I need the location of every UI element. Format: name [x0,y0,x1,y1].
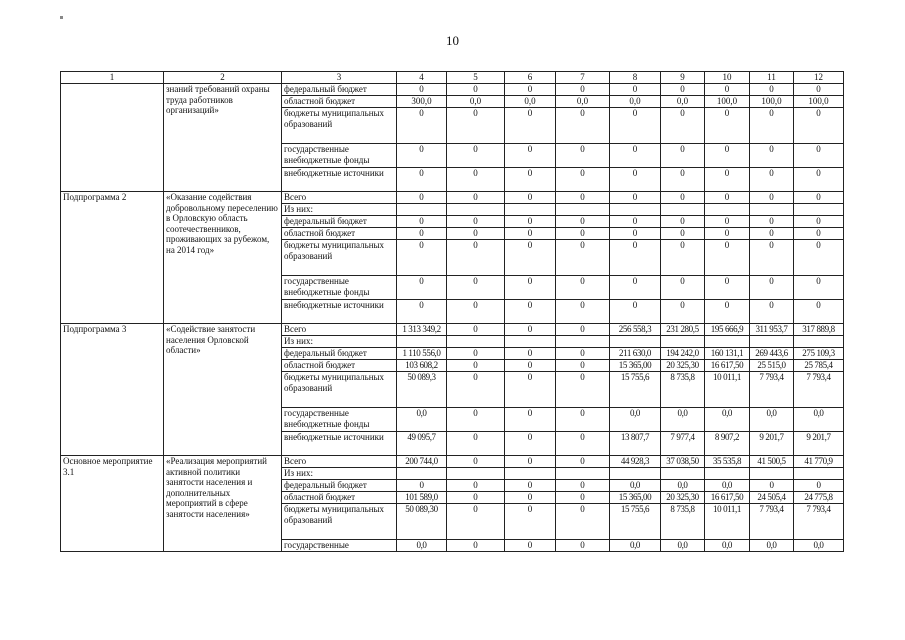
value-cell [661,468,705,480]
value-cell: 0 [447,240,505,276]
budget-table [60,71,844,552]
value-cell: 0,0 [661,96,705,108]
value-cell: 0 [794,168,844,192]
value-cell: 7 793,4 [750,372,794,408]
column-number: 2 [164,72,282,84]
value-cell: 0 [505,456,556,468]
value-cell [750,204,794,216]
funding-source: государственные [282,540,397,552]
value-cell: 0 [750,168,794,192]
value-cell: 0 [556,84,610,96]
column-number: 12 [794,72,844,84]
value-cell: 35 535,8 [705,456,750,468]
program-name: знаний требований охраны труда работников организаций» [164,84,282,192]
program-name: «Реализация мероприятий активной политики занятости населения и дополнительных мероприятий в сфере занятости населения» [164,456,282,552]
table-body [61,72,844,552]
value-cell: 0 [794,300,844,324]
value-cell: 0 [447,300,505,324]
value-cell [794,336,844,348]
value-cell: 0 [794,276,844,300]
value-cell: 0 [661,276,705,300]
funding-source: федеральный бюджет [282,84,397,96]
value-cell: 0 [661,84,705,96]
value-cell: 0 [397,144,447,168]
value-cell: 50 089,3 [397,372,447,408]
value-cell: 1 110 556,0 [397,348,447,360]
value-cell: 7 793,4 [794,372,844,408]
value-cell: 8 735,8 [661,504,705,540]
value-cell: 7 793,4 [750,504,794,540]
value-cell [661,336,705,348]
value-cell: 0 [556,480,610,492]
value-cell: 0 [556,324,610,336]
value-cell: 0 [505,540,556,552]
value-cell: 0 [794,240,844,276]
value-cell: 0 [610,228,661,240]
funding-source: государственные внебюджетные фонды [282,144,397,168]
funding-source: государственные внебюджетные фонды [282,276,397,300]
value-cell: 0 [447,360,505,372]
value-cell: 0 [397,168,447,192]
value-cell: 0,0 [661,540,705,552]
value-cell: 0 [750,108,794,144]
value-cell: 0 [397,228,447,240]
value-cell: 0 [447,408,505,432]
value-cell: 0 [661,228,705,240]
value-cell: 0 [556,168,610,192]
program-label: Основное мероприятие 3.1 [61,456,164,552]
value-cell: 24 775,8 [794,492,844,504]
value-cell: 0 [397,300,447,324]
value-cell: 0 [505,432,556,456]
value-cell: 0 [505,348,556,360]
value-cell [705,468,750,480]
value-cell: 20 325,30 [661,360,705,372]
value-cell: 0 [505,480,556,492]
value-cell: 0 [505,408,556,432]
value-cell: 37 038,50 [661,456,705,468]
value-cell: 16 617,50 [705,360,750,372]
value-cell: 0 [556,540,610,552]
value-cell [610,468,661,480]
funding-source: бюджеты муниципальных образований [282,240,397,276]
value-cell: 0 [397,240,447,276]
program-label: Подпрограмма 2 [61,192,164,324]
value-cell: 0,0 [661,408,705,432]
table-row [61,192,844,204]
value-cell: 0 [505,168,556,192]
program-name: «Оказание содействия добровольному переселению в Орловскую область соотечественников, проживающих за рубежом, на 2014 год» [164,192,282,324]
value-cell: 0 [610,108,661,144]
value-cell [397,336,447,348]
value-cell: 0 [556,228,610,240]
value-cell: 269 443,6 [750,348,794,360]
value-cell: 0 [556,108,610,144]
value-cell: 10 011,1 [705,504,750,540]
value-cell: 0 [556,408,610,432]
value-cell: 0 [447,108,505,144]
value-cell: 0 [556,348,610,360]
value-cell [447,204,505,216]
value-cell [397,468,447,480]
value-cell: 50 089,30 [397,504,447,540]
funding-source: Из них: [282,204,397,216]
value-cell: 0 [505,492,556,504]
value-cell: 0 [610,192,661,204]
funding-source: бюджеты муниципальных образований [282,108,397,144]
value-cell: 1 313 349,2 [397,324,447,336]
value-cell: 0,0 [447,96,505,108]
funding-source: областной бюджет [282,228,397,240]
value-cell: 0,0 [705,480,750,492]
funding-source: Из них: [282,336,397,348]
value-cell: 0 [397,216,447,228]
value-cell: 25 515,0 [750,360,794,372]
value-cell [750,468,794,480]
value-cell: 275 109,3 [794,348,844,360]
value-cell: 10 011,1 [705,372,750,408]
value-cell: 0 [705,300,750,324]
value-cell: 256 558,3 [610,324,661,336]
value-cell: 15 365,00 [610,492,661,504]
value-cell: 0 [556,372,610,408]
value-cell: 317 889,8 [794,324,844,336]
value-cell: 0 [505,504,556,540]
value-cell: 44 928,3 [610,456,661,468]
value-cell: 0 [397,480,447,492]
funding-source: федеральный бюджет [282,480,397,492]
column-number: 8 [610,72,661,84]
value-cell: 16 617,50 [705,492,750,504]
program-label: Подпрограмма 3 [61,324,164,456]
program-label [61,84,164,192]
page-number: 10 [446,33,459,48]
value-cell: 7 793,4 [794,504,844,540]
value-cell: 0 [397,192,447,204]
value-cell [610,204,661,216]
value-cell [397,204,447,216]
value-cell: 0 [505,360,556,372]
value-cell: 0 [750,144,794,168]
program-name: «Содействие занятости населения Орловской области» [164,324,282,456]
value-cell [505,204,556,216]
value-cell: 0 [705,192,750,204]
value-cell: 0 [556,456,610,468]
value-cell: 0,0 [705,540,750,552]
value-cell: 0 [556,360,610,372]
value-cell: 0 [447,168,505,192]
value-cell: 0,0 [794,408,844,432]
value-cell: 0 [610,84,661,96]
value-cell: 0 [661,216,705,228]
value-cell: 0 [705,228,750,240]
value-cell: 0 [447,324,505,336]
value-cell [505,468,556,480]
funding-source: Всего [282,456,397,468]
value-cell [505,336,556,348]
value-cell: 100,0 [794,96,844,108]
value-cell: 0 [610,300,661,324]
value-cell: 0 [794,216,844,228]
value-cell: 0 [705,84,750,96]
value-cell: 0 [794,480,844,492]
funding-source: государственные внебюджетные фонды [282,408,397,432]
value-cell: 0 [505,144,556,168]
column-number: 6 [505,72,556,84]
value-cell [794,468,844,480]
value-cell: 0 [447,372,505,408]
funding-source: областной бюджет [282,492,397,504]
funding-source: Всего [282,324,397,336]
value-cell: 0 [705,108,750,144]
funding-source: Всего [282,192,397,204]
funding-source: областной бюджет [282,360,397,372]
value-cell: 0,0 [397,408,447,432]
value-cell [447,468,505,480]
value-cell [556,204,610,216]
value-cell: 0,0 [610,540,661,552]
header-row [61,72,844,84]
funding-source: внебюджетные источники [282,300,397,324]
value-cell: 0 [794,144,844,168]
column-number: 10 [705,72,750,84]
value-cell: 0 [556,240,610,276]
value-cell: 100,0 [705,96,750,108]
value-cell: 49 095,7 [397,432,447,456]
value-cell: 0 [610,216,661,228]
value-cell: 0 [705,276,750,300]
value-cell: 0,0 [610,408,661,432]
value-cell: 8 735,8 [661,372,705,408]
value-cell: 300,0 [397,96,447,108]
value-cell: 0 [750,84,794,96]
funding-source: бюджеты муниципальных образований [282,504,397,540]
value-cell: 0 [610,276,661,300]
value-cell: 311 953,7 [750,324,794,336]
value-cell: 0 [556,216,610,228]
value-cell: 0 [447,228,505,240]
value-cell: 0 [505,300,556,324]
value-cell: 0 [661,168,705,192]
value-cell: 0,0 [610,480,661,492]
funding-source: Из них: [282,468,397,480]
value-cell [705,204,750,216]
value-cell: 0 [447,456,505,468]
value-cell: 0 [505,216,556,228]
value-cell: 0 [505,84,556,96]
value-cell: 0,0 [750,408,794,432]
scan-speck [60,16,63,19]
value-cell: 41 500,5 [750,456,794,468]
value-cell: 0 [447,348,505,360]
value-cell: 0 [556,432,610,456]
value-cell: 0 [505,108,556,144]
table-row [61,84,844,96]
value-cell [794,204,844,216]
funding-source: внебюджетные источники [282,168,397,192]
value-cell: 41 770,9 [794,456,844,468]
value-cell: 0 [556,192,610,204]
value-cell: 0 [447,144,505,168]
funding-source: бюджеты муниципальных образований [282,372,397,408]
column-number: 11 [750,72,794,84]
value-cell: 0,0 [750,540,794,552]
value-cell: 160 131,1 [705,348,750,360]
value-cell: 231 280,5 [661,324,705,336]
column-number: 4 [397,72,447,84]
value-cell: 0 [794,108,844,144]
value-cell: 0 [397,84,447,96]
value-cell: 0 [447,84,505,96]
value-cell [661,204,705,216]
value-cell: 0 [794,192,844,204]
value-cell: 0 [794,84,844,96]
value-cell: 200 744,0 [397,456,447,468]
value-cell: 0 [661,240,705,276]
value-cell: 0 [794,228,844,240]
value-cell: 0 [505,192,556,204]
value-cell: 0 [447,492,505,504]
value-cell: 0 [447,540,505,552]
value-cell: 0 [505,240,556,276]
value-cell [705,336,750,348]
value-cell: 0 [705,168,750,192]
value-cell: 194 242,0 [661,348,705,360]
value-cell: 0 [447,276,505,300]
value-cell: 0,0 [794,540,844,552]
value-cell: 0 [556,144,610,168]
value-cell: 0 [505,324,556,336]
value-cell: 0 [505,276,556,300]
value-cell: 0 [661,192,705,204]
value-cell: 0 [447,504,505,540]
value-cell [447,336,505,348]
column-number: 9 [661,72,705,84]
value-cell: 0 [447,432,505,456]
value-cell: 0,0 [556,96,610,108]
value-cell: 24 505,4 [750,492,794,504]
value-cell: 0,0 [610,96,661,108]
value-cell: 0 [750,216,794,228]
value-cell: 0 [661,144,705,168]
value-cell: 0 [397,276,447,300]
value-cell: 13 807,7 [610,432,661,456]
value-cell: 0 [447,216,505,228]
value-cell: 0 [556,504,610,540]
value-cell: 0 [661,108,705,144]
value-cell [750,336,794,348]
value-cell: 8 907,2 [705,432,750,456]
value-cell: 0 [610,144,661,168]
value-cell: 0,0 [661,480,705,492]
value-cell: 211 630,0 [610,348,661,360]
value-cell: 0 [610,240,661,276]
value-cell: 195 666,9 [705,324,750,336]
value-cell: 0 [397,108,447,144]
value-cell: 0 [447,192,505,204]
value-cell: 0 [505,372,556,408]
table-row [61,456,844,468]
value-cell: 7 977,4 [661,432,705,456]
value-cell: 0,0 [505,96,556,108]
value-cell [610,336,661,348]
value-cell: 15 755,6 [610,372,661,408]
value-cell: 0,0 [397,540,447,552]
value-cell: 0 [750,300,794,324]
value-cell [556,468,610,480]
value-cell: 101 589,0 [397,492,447,504]
value-cell [556,336,610,348]
value-cell: 0,0 [705,408,750,432]
value-cell: 0 [610,168,661,192]
value-cell: 103 608,2 [397,360,447,372]
value-cell: 0 [750,192,794,204]
value-cell: 0 [556,300,610,324]
value-cell: 0 [705,144,750,168]
column-number: 1 [61,72,164,84]
column-number: 7 [556,72,610,84]
value-cell: 0 [750,240,794,276]
value-cell: 0 [750,480,794,492]
value-cell: 0 [705,240,750,276]
table-row [61,324,844,336]
value-cell: 15 365,00 [610,360,661,372]
value-cell: 0 [556,492,610,504]
funding-source: федеральный бюджет [282,348,397,360]
value-cell: 15 755,6 [610,504,661,540]
value-cell: 9 201,7 [794,432,844,456]
value-cell: 0 [447,480,505,492]
value-cell: 0 [750,276,794,300]
value-cell: 20 325,30 [661,492,705,504]
funding-source: областной бюджет [282,96,397,108]
value-cell: 25 785,4 [794,360,844,372]
value-cell: 0 [505,228,556,240]
value-cell: 0 [750,228,794,240]
funding-source: внебюджетные источники [282,432,397,456]
column-number: 5 [447,72,505,84]
column-number: 3 [282,72,397,84]
value-cell: 9 201,7 [750,432,794,456]
value-cell: 0 [705,216,750,228]
funding-source: федеральный бюджет [282,216,397,228]
value-cell: 0 [661,300,705,324]
value-cell: 100,0 [750,96,794,108]
value-cell: 0 [556,276,610,300]
